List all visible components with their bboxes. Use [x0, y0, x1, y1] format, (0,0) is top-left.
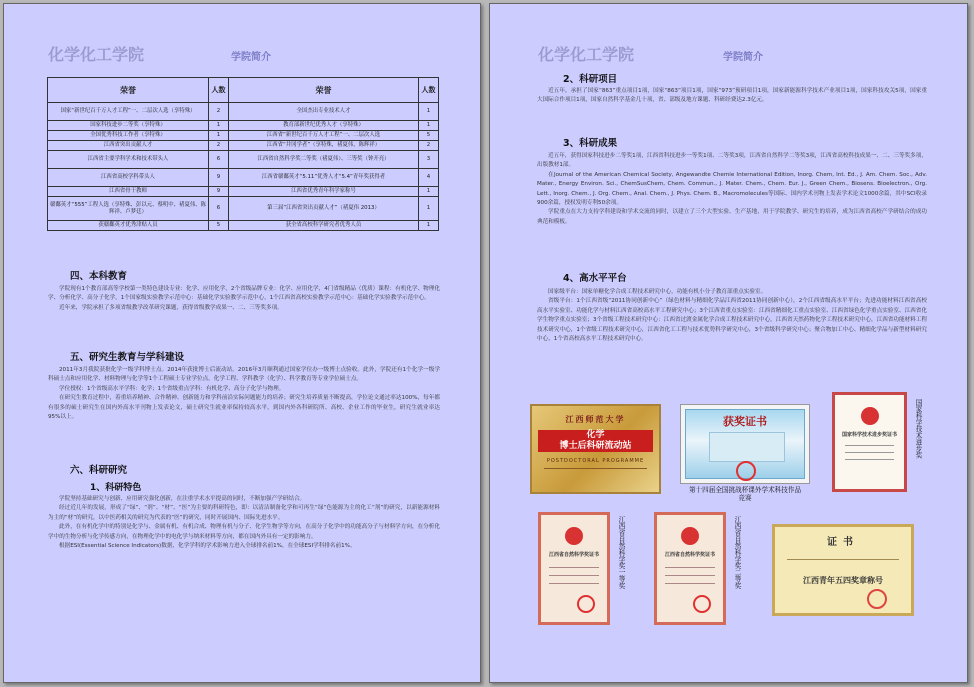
table-cell: 4: [419, 169, 439, 187]
table-cell: 2: [419, 141, 439, 151]
paragraph-projects: [537, 87, 927, 106]
paragraph-text: 国家级平台：国家单糖化学合成工程技术研究中心，功能有机小分子教育部重点实验室。: [548, 289, 767, 295]
table-cell: 3: [419, 151, 439, 169]
cert-title: 江西省自然科学奖证书: [664, 552, 715, 558]
table-cell: 江西省赣鄱英才“5.11”优秀人才“5.4”青年奖获得者: [229, 169, 419, 187]
table-header-count-1: 人数: [209, 78, 229, 103]
table-cell: 6: [209, 151, 229, 169]
plaque-university-name: 江西师范大学: [565, 415, 626, 424]
table-cell: 1: [419, 221, 439, 231]
paragraph-undergrad: [48, 285, 440, 313]
table-cell: 国家“新世纪百千万人才工程”一、二层次人选（享特殊）: [48, 103, 209, 121]
postdoc-plaque-photo: [530, 404, 661, 494]
paragraph-research-features: [48, 495, 440, 551]
paragraph-text: 近五年，承担了国家“863”重点项目1项，国家“863”项目1项，国家“973”预研项目1项，国家新能源科学技术产业项目1项，国家科技攻关5项，国家重大国际合作项目1项，国家自然科学基金几十项，省、部级及地方课题、科研经费达2.3亿元。: [537, 88, 927, 104]
table-cell: 第三届“江西省突出贡献人才”（褚夏伟 2013）: [229, 197, 419, 221]
table-cell: 1: [419, 197, 439, 221]
table-row: [48, 131, 439, 141]
page-header-subtitle: 学院简介: [231, 52, 271, 63]
paragraph-text: 在Journal of the American Chemical Society, Angewandte Chemie International Edition, Inorg. Chem, Int. Ed., J. Am. Chem. Soc., Adv. Mater., Energy Environ. Sci., ChemSusChem, Chem. Commun., J. Mater. Chem., Chem. Eur. J., Green Chem., Biosens. Bioelectron., Org. Lett., Inorg. Chem., J. Org. Chem., Anal. Chem., J. Phys. Chem. B., Macromolecules等国际、国内学术刊物上发表学术论文1000余篇，其中SCI收录900余篇，授权发明专利50余项。: [537, 171, 927, 207]
paragraph-text: 学院现有1个教育部高等学校第一类特色建设专业：化学、应用化学，2个省级品牌专业：化学、应用化学，4门省级精品（优质）课程：有机化学、物理化学、分析化学、高分子化学，1个国家级实验教学示范中心：基础化学实验教学示范中心，1个江西省高校实验教学示范中心：基础化学实验教学示范中心。: [48, 286, 440, 302]
youth-medal-certificate-photo: [772, 524, 914, 616]
paragraph-text: 2011年3月我院获批化学一级学科博士点。2014年获批博士后流动站。2016年3月顺利通过国家学位办一级博士点验收。此外，学院还有1个化学一级学科硕士点和应用化学、材料物理与化学等1个工程硕士专业学位点，化学工程、学科教学（化学）、科学教育等专业学位硕士点。: [48, 367, 440, 383]
table-cell: 江西省优秀青年科学家称号: [229, 187, 419, 197]
page-header-subtitle: 学院简介: [723, 52, 763, 63]
document-page-2: [489, 3, 968, 683]
table-row: [48, 141, 439, 151]
table-header-honor-2: 荣誉: [229, 78, 419, 103]
table-cell: 江西省突出贡献人才: [48, 141, 209, 151]
table-cell: 全国杰出专业技术人才: [229, 103, 419, 121]
table-row: [48, 187, 439, 197]
paragraph-text: 学位授权：1个省级高水平学科：化学；1个省级重点学科：有机化学、高分子化学与物理。: [59, 385, 285, 392]
table-cell: 赣鄱英才“555”工程人选（享特殊、彭以元、蔡明中、褚夏伟、陈辉祥、卢梦廷）: [48, 197, 209, 221]
cert-title: 江西省自然科学奖证书: [548, 552, 599, 558]
section-heading-graduate: 五、研究生教育与学科建设: [70, 352, 185, 363]
table-cell: 江西省主要学科学术和技术带头人: [48, 151, 209, 169]
table-header-honor-1: 荣誉: [48, 78, 209, 103]
paragraph-text: 学院坚持基础研究与创新、应用研究强化创新，在注重学术水平提高的同时，不断加强产学研结合。: [59, 496, 306, 502]
table-row: [48, 197, 439, 221]
plaque-english-text: POSTDOCTORAL PROGRAMME: [546, 458, 645, 464]
table-cell: 1: [209, 131, 229, 141]
table-cell: 2: [209, 141, 229, 151]
table-cell: 2: [209, 103, 229, 121]
national-sci-tech-caption: 国家科学技术进步奖: [914, 399, 922, 459]
award-caption: 第十四届全国挑战杯课外学术科技作品竞赛: [688, 486, 802, 502]
paragraph-achievements: [537, 152, 927, 227]
subsection-heading-features: 1、科研特色: [90, 483, 142, 493]
table-cell: 江西省“新世纪百千万人才工程”一、二层次人选: [229, 131, 419, 141]
national-sci-tech-certificate-photo: [832, 392, 907, 492]
table-cell: 5: [209, 221, 229, 231]
paragraph-text: 省级平台：1个江西省级“2011协同创新中心”（绿色材料与精细化学品江西省2011协同创新中心），2个江西省级高水平平台；先进功能材料江西省高校高水平实验室、功能化学与材料江西省高校高水平工程研究中心；3个江西省重点实验室：江西省精细化工重点实验室、江西省绿色化学重点实验室、江西省化学生物学重点实验室；3个省级工程技术研究中心：江西省过渡金属化学合成工程技术研究中心，江西省天然药物化学工程技术研究中心，江西省功能材料工程技术研究中心，1个省级工程技术研究中心，江西省化工工程与技术优势科学研究中心，3个省级科学研究中心；聚合物加工中心、精细化学品与新型材料研究中心，1个省高校高水平工程技术研究中心。: [537, 298, 927, 343]
table-row: [48, 121, 439, 131]
paragraph-text: 近五年，获得国家科技进步二等奖1项，江西省科技进步一等奖1项、二等奖3项，江西省自然科学二等奖3项，江西省高校科技成果一、二、三等奖多项，出版教材1部。: [537, 153, 927, 169]
provincial-cert-2-photo: [654, 512, 726, 625]
table-cell: 1: [209, 121, 229, 131]
subsection-heading-projects: 2、科研项目: [563, 74, 618, 85]
paragraph-platforms: [537, 288, 927, 344]
table-row: [48, 103, 439, 121]
paragraph-text: 近年来，学院承担了多项省级教学改革研究课题，获得省级教学成果一、二、三等奖多项。: [59, 304, 283, 311]
table-cell: 江西省“井冈学者”（享特殊，褚夏伟，陈辉祥）: [229, 141, 419, 151]
table-row: [48, 169, 439, 187]
table-cell: 国家科技进步二等奖（享特殊）: [48, 121, 209, 131]
table-row: [48, 221, 439, 231]
youth-cert-main: 江西青年五四奖章称号: [803, 576, 883, 585]
table-row: [48, 151, 439, 169]
table-cell: 9: [209, 187, 229, 197]
paragraph-text: 学院重点在大力支持学科建设和学术交流的同时，以建立了三个大型实验、生产基地，用于学院教学、研究生的培养，成为江西省高校产学研结合的成功典范和模板。: [537, 209, 927, 225]
table-cell: 江西省骨干教师: [48, 187, 209, 197]
paragraph-text: 根据ESI(Essential Science Indicators)数据，化学学科的学术影响力进入全球排名前1%，在全球ESI学科排名前1%。: [59, 543, 356, 550]
table-cell: 教育部新世纪优秀人才（享特殊）: [229, 121, 419, 131]
honor-table-header-row: [48, 78, 439, 103]
subsection-heading-platforms: 4、高水平平台: [563, 273, 627, 284]
youth-cert-heading: 证书: [827, 537, 859, 548]
paragraph-text: 在研究生教育过程中，着重培养精神、合作精神、创新能力和学科前沿实际问题能力的培养；研究生培养质量不断提高，学位论文通过率达100%，每年都有很多的硕士研究生在国内外高水平刊物上发表论文，硕士研究生就业率保持较高水平，到国内外各科研院所、高校、企业工作的毕业生，研究生就业率达95%以上。: [48, 395, 440, 421]
page-header-title: 化学化工学院: [48, 45, 145, 64]
table-cell: 6: [209, 197, 229, 221]
table-cell: 获全省高校科学研究者优秀人员: [229, 221, 419, 231]
section-heading-research: 六、科研研究: [70, 465, 128, 476]
subsection-heading-achievements: 3、科研成果: [563, 138, 618, 149]
award-title: 获奖证书: [723, 415, 767, 428]
honor-table: [47, 77, 439, 231]
page-header-title: 化学化工学院: [538, 45, 635, 64]
table-cell: 全国优秀科技工作者（享特殊）: [48, 131, 209, 141]
provincial-cert-2-caption: 江西省自然科学奖二等奖: [733, 516, 741, 589]
document-page-1: [3, 3, 481, 683]
provincial-cert-1-photo: [538, 512, 610, 625]
plaque-main-text: 化学 博士后科研流动站: [538, 430, 653, 452]
table-cell: 5: [419, 131, 439, 141]
table-cell: 1: [419, 121, 439, 131]
table-cell: 1: [419, 103, 439, 121]
award-certificate-photo: [680, 404, 810, 484]
paragraph-text: 经过近几年的发展，形成了“绿”、“剂”、“材”、“医”为主要的科研特色，即：以清洁制备化学和可再生“绿”色能源为主的化工“剂”的研究，以新能源材料为主的“材”的研究，以中医药相关的研究为代表的“医”的研究，同时开展国内、国际先进水平。: [48, 505, 440, 521]
cert-title: 国家科学技术进步奖证书: [841, 432, 897, 438]
table-cell: 江西省高校学科带头人: [48, 169, 209, 187]
table-cell: 1: [419, 187, 439, 197]
paragraph-graduate: [48, 366, 440, 422]
table-cell: 获赣鄱英才优秀津贴人员: [48, 221, 209, 231]
table-cell: 江西省自然科学奖二等奖（褚夏伟）、三等奖（钟开亮）: [229, 151, 419, 169]
section-heading-undergrad: 四、本科教育: [70, 271, 128, 282]
table-cell: 9: [209, 169, 229, 187]
provincial-cert-1-caption: 江西省自然科学奖一等奖: [617, 516, 625, 589]
table-header-count-2: 人数: [419, 78, 439, 103]
paragraph-text: 此外，在有机化学中的特别是化学与、金属有机、有机合成、物理有机与分子、化学生物学等方向，在高分子化学中的功能高分子与材料学方向，在分析化学中的生物分析与化学传感方向，在物理化学中的电化学与纳米材料等方向，都在国内外具有一定的影响力。: [48, 524, 440, 540]
